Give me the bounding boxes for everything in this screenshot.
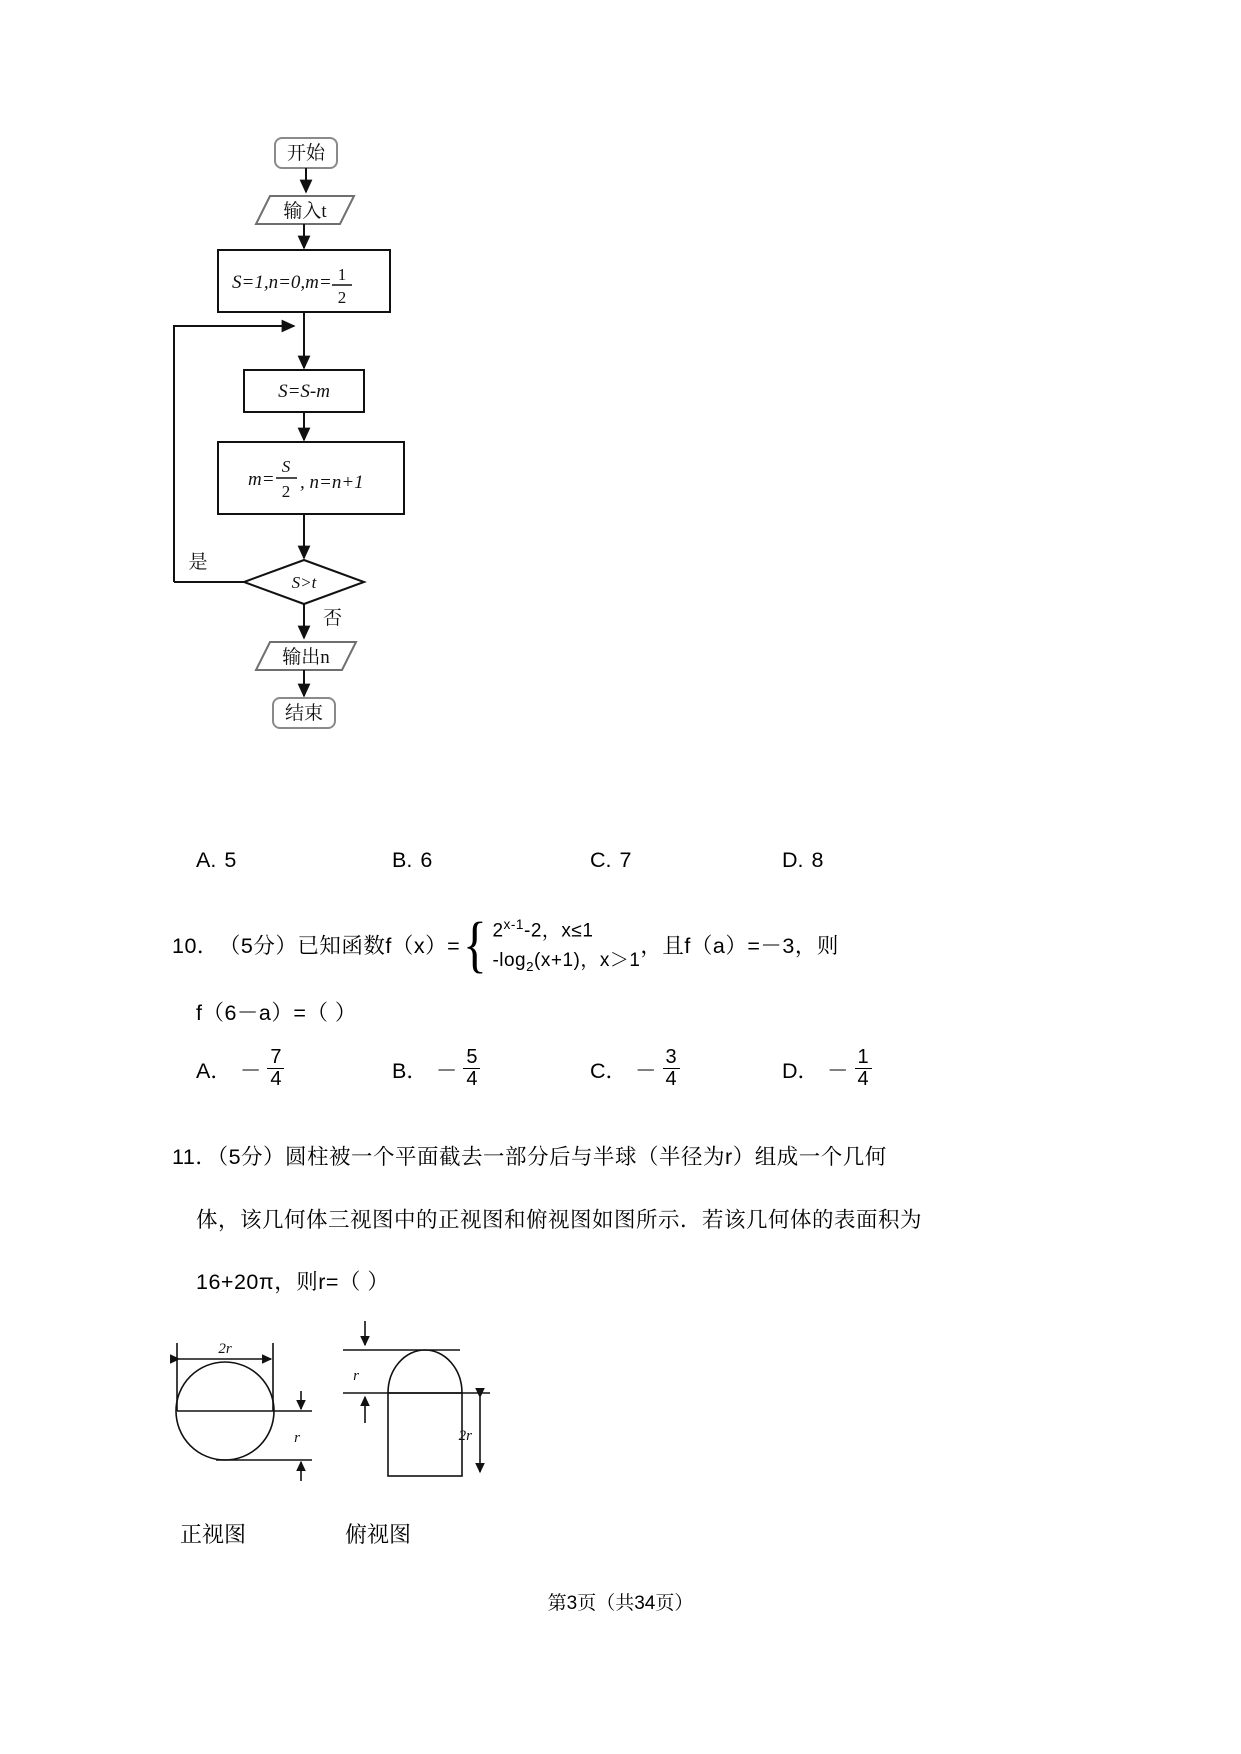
question9-choice-c-letter: C. bbox=[590, 848, 612, 872]
flowchart-decision-label: S>t bbox=[291, 573, 317, 592]
question10-stem-after: ，且f（a）=－3，则 bbox=[640, 934, 839, 959]
question10-choice-c-letter: C． bbox=[590, 1059, 628, 1084]
top-view-2r-label: 2r bbox=[458, 1428, 472, 1444]
flowchart-init-frac-den: 2 bbox=[337, 288, 347, 307]
flowchart-yes-label: 是 bbox=[188, 552, 208, 573]
question10-choice-a-sign: － bbox=[239, 1059, 262, 1084]
question10-choices bbox=[196, 1048, 956, 1091]
question10-stem-line2: f（6－a）=（ ） bbox=[196, 1001, 357, 1025]
question11-stem-line3: 16+20π，则r=（ ） bbox=[196, 1270, 390, 1294]
question11-number: 11． bbox=[172, 1145, 218, 1169]
flowchart-process1-label: S=S-m bbox=[278, 381, 330, 402]
flowchart-init-frac-num: 1 bbox=[337, 265, 347, 284]
front-view-group bbox=[176, 1341, 312, 1481]
question11-stem-line2: 体，该几何体三视图中的正视图和俯视图如图所示．若该几何体的表面积为 bbox=[196, 1208, 923, 1232]
question9-choice-a-letter: A. bbox=[196, 848, 217, 872]
question10-choice-c-sign: － bbox=[635, 1059, 657, 1084]
flowchart-process2-frac-num: S bbox=[281, 457, 291, 476]
question10-choice-b-fraction bbox=[463, 1047, 480, 1090]
flowchart-process2-label: m= bbox=[248, 469, 275, 490]
top-view-label: 俯视图 bbox=[345, 1522, 412, 1547]
question11-stem-line1 bbox=[172, 1140, 887, 1171]
flowchart-svg bbox=[160, 120, 580, 760]
fraction-denominator: 4 bbox=[665, 1068, 677, 1091]
question10-choice-b[interactable] bbox=[392, 1048, 590, 1091]
flowchart-process2-frac-den: 2 bbox=[281, 482, 291, 501]
question9-choice-b-value: 6 bbox=[420, 848, 433, 872]
question10-choice-a-fraction bbox=[267, 1047, 284, 1090]
front-view-label: 正视图 bbox=[180, 1522, 247, 1547]
page-footer: 第3页（共34页） bbox=[547, 1593, 694, 1614]
top-view-group bbox=[343, 1321, 490, 1476]
flowchart-no-label: 否 bbox=[323, 608, 343, 629]
piecewise-row-2: $-\log_2(x+1)$，x＞1 bbox=[492, 949, 641, 974]
front-view-height-label: r bbox=[294, 1430, 300, 1446]
flowchart-input-label: 输入t bbox=[283, 201, 327, 222]
three-view-figure bbox=[160, 1305, 520, 1545]
flowchart-end-label: 结束 bbox=[284, 703, 324, 724]
top-view-dome-arc bbox=[388, 1350, 462, 1393]
piecewise-rows bbox=[492, 914, 640, 977]
piecewise-brace: { bbox=[463, 911, 488, 980]
question9-choice-b[interactable] bbox=[392, 848, 590, 873]
fraction-numerator: 7 bbox=[267, 1047, 284, 1069]
question10-choice-d[interactable] bbox=[782, 1048, 874, 1091]
question10-choice-c[interactable] bbox=[590, 1048, 782, 1091]
flowchart-figure bbox=[160, 120, 580, 760]
fraction-denominator: 4 bbox=[857, 1068, 869, 1091]
question10-choice-a[interactable] bbox=[196, 1048, 392, 1091]
question10-piecewise bbox=[460, 911, 641, 980]
top-view-r-label: r bbox=[353, 1368, 359, 1384]
question9-choices bbox=[196, 848, 956, 873]
flowchart-output-label: 输出n bbox=[282, 647, 330, 668]
question10-choice-b-letter: B． bbox=[392, 1059, 428, 1084]
question9-choice-c-value: 7 bbox=[619, 848, 632, 872]
question11-points: （5分） bbox=[217, 1145, 286, 1169]
front-view-width-label: 2r bbox=[218, 1341, 232, 1357]
question10-choice-b-sign: － bbox=[435, 1059, 458, 1084]
question10-choice-c-fraction bbox=[663, 1047, 680, 1090]
question10-stem-before: 已知函数f（x）= bbox=[297, 934, 461, 959]
question9-choice-b-letter: B. bbox=[392, 848, 413, 872]
question9-choice-d[interactable] bbox=[782, 848, 823, 873]
fraction-numerator: 3 bbox=[663, 1047, 680, 1069]
piecewise-row-1: 2$^{x-1}$-2，x≤1 bbox=[492, 917, 594, 942]
top-view-rectangle bbox=[388, 1393, 462, 1476]
fraction-numerator: 5 bbox=[463, 1047, 480, 1069]
fraction-numerator: 1 bbox=[855, 1047, 872, 1069]
question10-points: （5分） bbox=[218, 934, 298, 959]
question10-choice-d-letter: D． bbox=[782, 1059, 820, 1084]
question10-number: 10． bbox=[172, 934, 219, 959]
flow-loopback-path bbox=[174, 326, 294, 582]
flowchart-start-label: 开始 bbox=[286, 143, 326, 164]
flowchart-init-label: S=1,n=0,m= bbox=[232, 272, 332, 293]
question10-choice-d-sign: － bbox=[827, 1059, 849, 1084]
question10-choice-d-fraction bbox=[855, 1047, 872, 1090]
fraction-denominator: 4 bbox=[466, 1068, 478, 1091]
question9-choice-a-value: 5 bbox=[224, 848, 237, 872]
question11-line1-text: 圆柱被一个平面截去一部分后与半球（半径为r）组成一个几何 bbox=[285, 1145, 887, 1169]
question9-choice-d-value: 8 bbox=[811, 848, 824, 872]
flowchart-process2-rest: , n=n+1 bbox=[300, 472, 364, 493]
fraction-denominator: 4 bbox=[270, 1068, 282, 1091]
question9-choice-a[interactable] bbox=[196, 848, 392, 873]
three-view-svg bbox=[160, 1305, 520, 1545]
question10-stem-line1 bbox=[172, 911, 839, 980]
question10-choice-a-letter: A． bbox=[196, 1059, 232, 1084]
question9-choice-d-letter: D. bbox=[782, 848, 804, 872]
question9-choice-c[interactable] bbox=[590, 848, 782, 873]
